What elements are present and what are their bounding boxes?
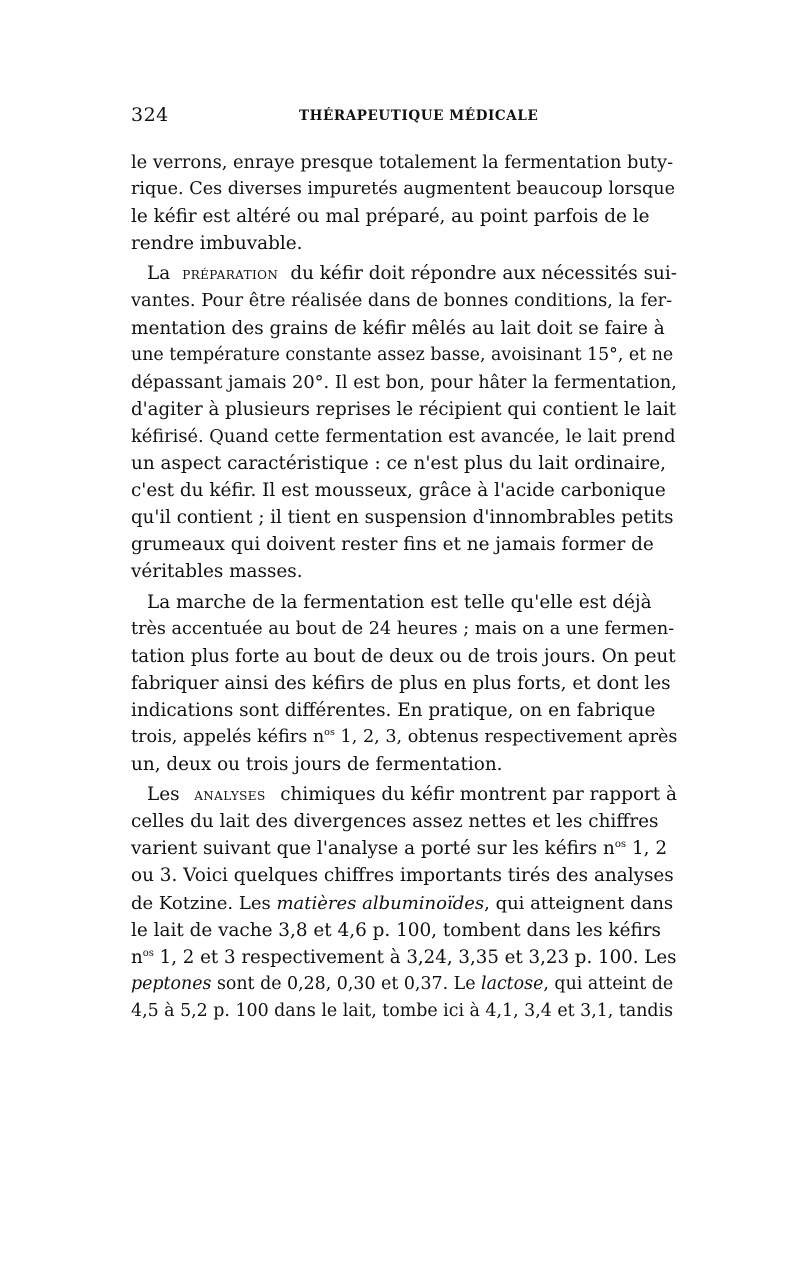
italic-term: matières albuminoïdes <box>276 892 485 914</box>
text-line: le kéfir est altéré ou mal préparé, au point parfois de le <box>131 206 650 228</box>
text-line: tation plus forte au bout de deux ou de trois jours. On peut <box>131 645 676 667</box>
section-term: analyses <box>194 784 266 805</box>
text-fragment: 1, 2, 3, obtenus respectivement après <box>334 726 678 747</box>
superscript: os <box>324 727 335 739</box>
text-fragment: trois, appelés kéfirs n <box>131 726 325 747</box>
paragraph-preparation <box>131 260 677 585</box>
text-line <box>131 835 677 862</box>
running-title: THÉRAPEUTIQUE MÉDICALE <box>299 108 539 124</box>
superscript: os <box>614 839 627 851</box>
text-fragment: de Kotzine. Les <box>131 892 271 914</box>
text-line: fabriquer ainsi des kéfirs de plus en plus forts, et dont les <box>131 672 671 694</box>
text-line: grumeaux qui doivent rester fins et ne jamais former de <box>131 534 654 556</box>
text-line: rendre imbuvable. <box>131 233 303 255</box>
italic-term: peptones <box>131 973 212 994</box>
paragraph-fermentation <box>131 589 677 779</box>
text-line: mentation des grains de kéfir mêlés au lait doit se faire à <box>131 317 665 339</box>
text-line <box>131 971 677 998</box>
paragraph-continuation <box>131 149 677 257</box>
text-line: La marche de la fermentation est telle qu'elle est déjà <box>147 591 652 613</box>
text-line: vantes. Pour être réalisée dans de bonnes conditions, la fer- <box>131 290 673 312</box>
italic-term: lactose <box>481 973 544 994</box>
text-fragment: Les <box>147 784 180 806</box>
text-line: kéfirisé. Quand cette fermentation est avancée, le lait prend <box>131 425 676 447</box>
text-line: le verrons, enraye presque totalement la fermentation buty- <box>131 152 674 173</box>
text-line <box>131 944 677 971</box>
text-fragment: 1, 2 <box>626 838 668 860</box>
text-line: une température constante assez basse, avoisinant 15°, et ne <box>131 344 674 365</box>
text-fragment <box>131 835 667 862</box>
text-line <box>131 724 677 751</box>
text-line <box>131 260 677 287</box>
text-line: dépassant jamais 20°. Il est bon, pour hâter la fermentation, <box>131 371 677 393</box>
text-line <box>131 781 677 808</box>
text-line: 4,5 à 5,2 p. 100 dans le lait, tombe ici à 4,1, 3,4 et 3,1, tandis <box>131 1000 674 1021</box>
text-line: très accentuée au bout de 24 heures ; mais on a une fermen- <box>131 618 675 639</box>
body-text <box>131 149 677 1025</box>
text-line: ou 3. Voici quelques chiffres importants tirés des analyses <box>131 865 674 887</box>
text-fragment <box>131 944 676 971</box>
text-fragment: varient suivant que l'analyse a porté sur les kéfirs n <box>131 838 615 860</box>
page-header <box>131 104 677 134</box>
page-number: 324 <box>131 104 169 126</box>
text-line <box>131 890 677 917</box>
text-fragment: La <box>147 263 171 285</box>
text-line: un aspect caractéristique : ce n'est plus du lait ordinaire, <box>131 453 666 475</box>
text-line: c'est du kéfir. Il est mousseux, grâce à l'acide carbonique <box>131 480 666 502</box>
text-line: celles du lait des divergences assez nettes et les chiffres <box>131 811 659 833</box>
text-fragment <box>131 971 673 998</box>
text-fragment: , qui atteint de <box>543 973 674 994</box>
text-line: un, deux ou trois jours de fermentation. <box>131 754 503 776</box>
text-fragment: 1, 2 et 3 respectivement à 3,24, 3,35 et 3,23 p. 100. Les <box>153 946 677 968</box>
text-line: le lait de vache 3,8 et 4,6 p. 100, tombent dans les kéfirs <box>131 919 661 941</box>
text-line: qu'il contient ; il tient en suspension d'innombrables petits <box>131 507 674 529</box>
section-term: préparation <box>182 263 279 284</box>
text-fragment <box>131 890 673 917</box>
text-fragment: , qui atteignent dans <box>484 892 674 914</box>
superscript: os <box>142 947 154 959</box>
text-line: indications sont différentes. En pratique, on en fabrique <box>131 699 656 721</box>
text-fragment: n <box>131 946 143 968</box>
text-line: véritables masses. <box>131 561 303 583</box>
text-line: rique. Ces diverses impuretés augmentent beaucoup lorsque <box>131 179 676 200</box>
text-fragment: du kéfir doit répondre aux nécessités sui- <box>290 263 677 285</box>
text-line: d'agiter à plusieurs reprises le récipient qui contient le lait <box>131 398 677 420</box>
paragraph-analyses <box>131 781 677 1025</box>
text-fragment: chimiques du kéfir montrent par rapport à <box>280 784 677 806</box>
text-fragment <box>131 724 677 751</box>
text-fragment: sont de 0,28, 0,30 et 0,37. Le <box>211 973 482 994</box>
